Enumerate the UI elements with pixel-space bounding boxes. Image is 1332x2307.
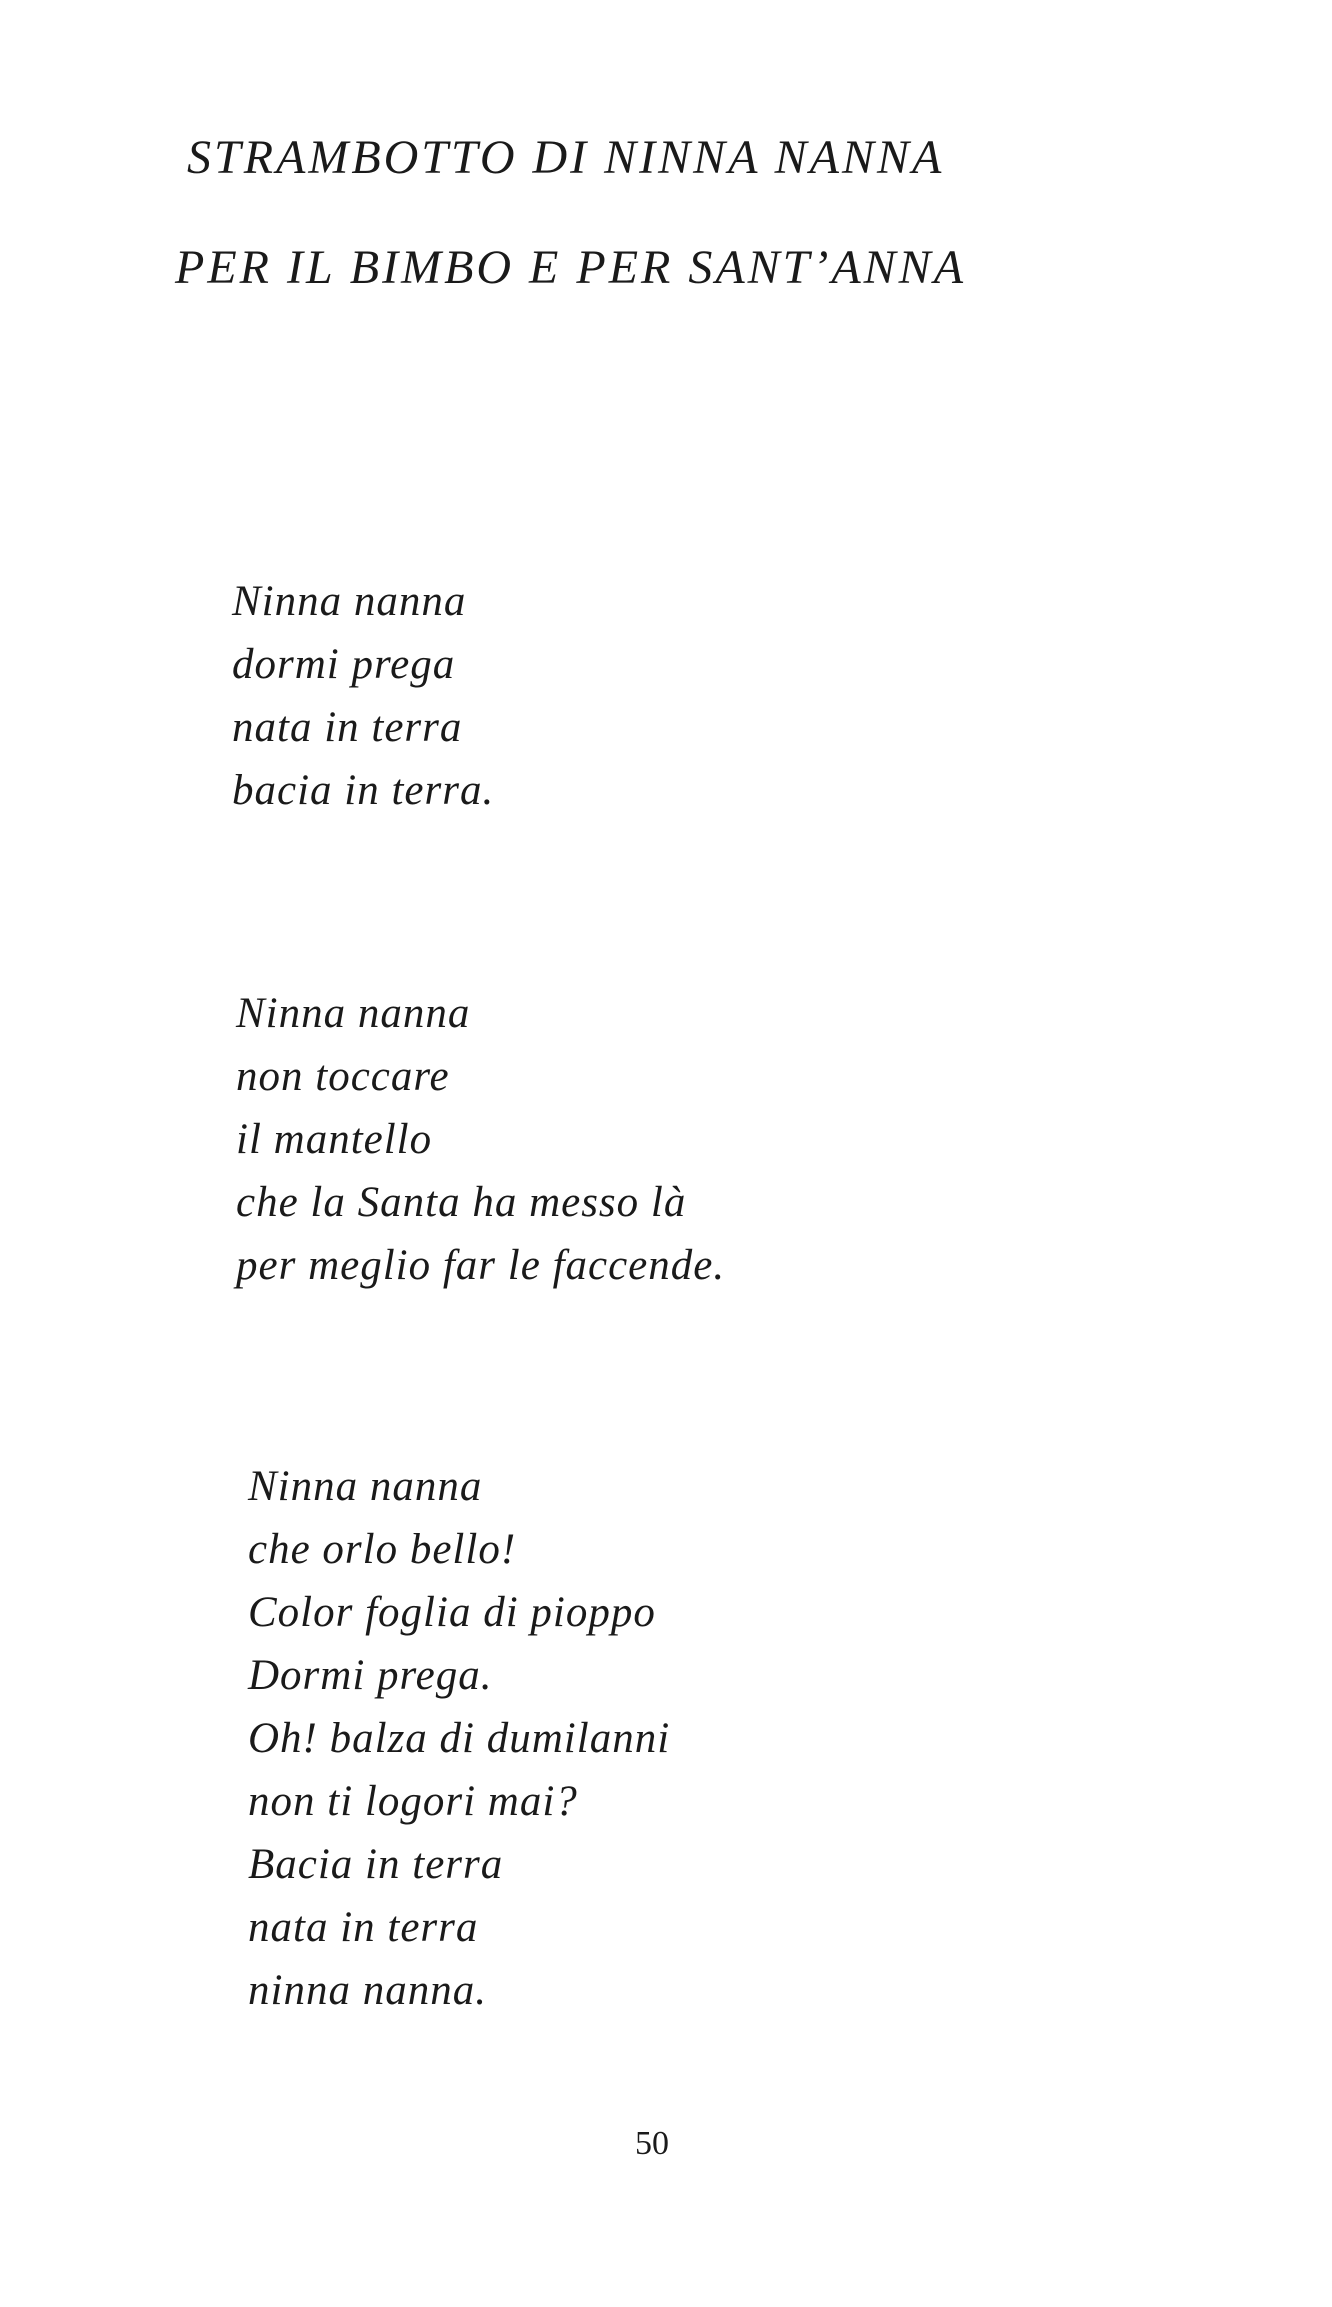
verse-line: ninna nanna. bbox=[248, 1967, 487, 2014]
verse-line: Dormi prega. bbox=[248, 1652, 493, 1699]
verse-line: non toccare bbox=[236, 1053, 450, 1100]
stanza-3 bbox=[248, 1455, 670, 2022]
poem-title-line-2: PER IL BIMBO E PER SANT’ANNA bbox=[175, 241, 967, 294]
verse-line: dormi prega bbox=[232, 641, 456, 688]
verse-line: il mantello bbox=[236, 1116, 433, 1163]
verse-line: Ninna nanna bbox=[236, 990, 471, 1037]
verse-line: nata in terra bbox=[232, 704, 463, 751]
poem-title-line-1: STRAMBOTTO DI NINNA NANNA bbox=[187, 131, 945, 184]
stanza-2 bbox=[236, 982, 725, 1297]
verse-line: Ninna nanna bbox=[232, 578, 467, 625]
verse-line: bacia in terra. bbox=[232, 767, 495, 814]
page-number: 50 bbox=[635, 2125, 669, 2162]
verse-line: che orlo bello! bbox=[248, 1526, 517, 1573]
verse-line: nata in terra bbox=[248, 1904, 479, 1951]
verse-line: Bacia in terra bbox=[248, 1841, 504, 1888]
verse-line: non ti logori mai? bbox=[248, 1778, 578, 1825]
verse-line: per meglio far le faccende. bbox=[236, 1242, 726, 1289]
verse-line: Ninna nanna bbox=[248, 1463, 483, 1510]
stanza-1 bbox=[232, 570, 494, 822]
verse-line: che la Santa ha messo là bbox=[236, 1179, 687, 1226]
verse-line: Oh! balza di dumilanni bbox=[248, 1715, 671, 1762]
verse-line: Color foglia di pioppo bbox=[248, 1589, 656, 1636]
